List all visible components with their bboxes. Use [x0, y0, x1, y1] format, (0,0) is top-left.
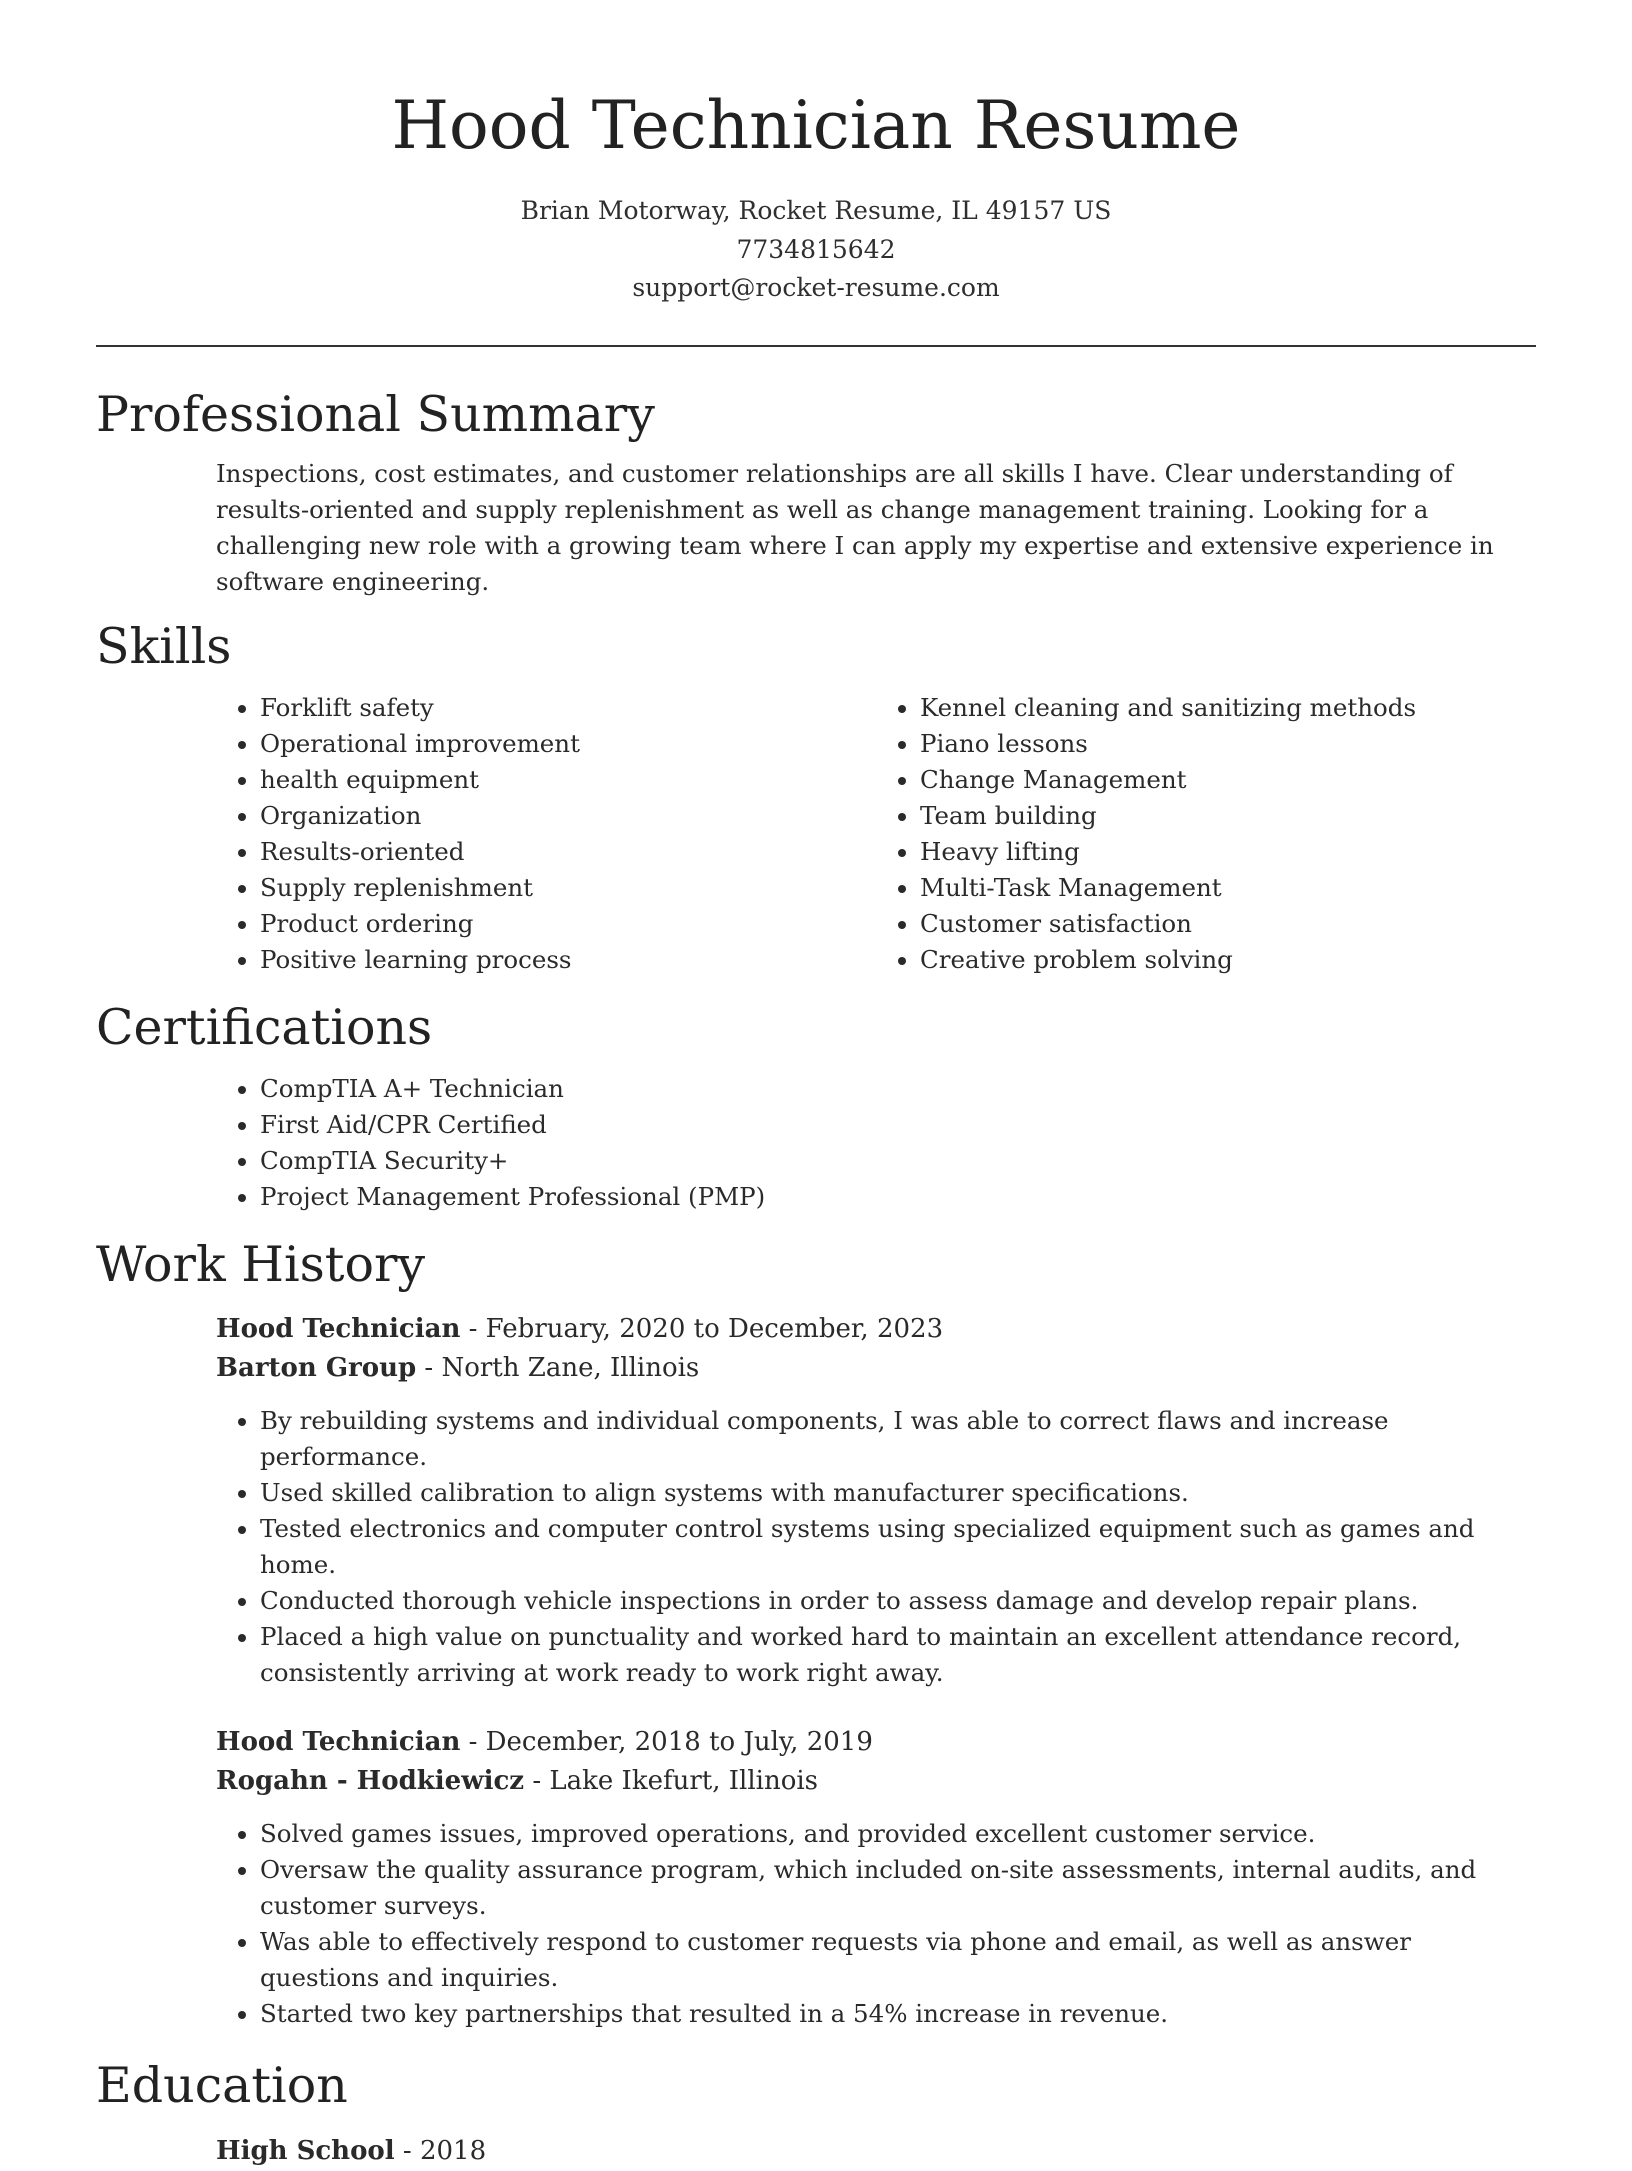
job-bullets [96, 1403, 1536, 1691]
job-bullet: • Solved games issues, improved operations, and provided excellent customer service. [260, 1816, 1536, 1852]
summary-heading: Professional Summary [96, 385, 655, 443]
contact-email: support@rocket-resume.com [632, 273, 1000, 302]
skill-item: • Creative problem solving [920, 942, 1536, 978]
certifications-list [216, 1071, 1536, 1215]
job-bullet: • Tested electronics and computer control systems using specialized equipment such as games and home. [260, 1511, 1536, 1583]
job-bullet: • Conducted thorough vehicle inspections in order to assess damage and develop repair plans. [260, 1583, 1536, 1619]
job-entry [216, 1723, 1536, 2032]
education-year: - 2018 [394, 2135, 487, 2166]
job-dates: - February, 2020 to December, 2023 [460, 1313, 944, 1344]
job-bullet: • Used skilled calibration to align systems with manufacturer specifications. [260, 1475, 1536, 1511]
contact-info [96, 192, 1536, 308]
certification-item: • CompTIA A+ Technician [260, 1071, 1536, 1107]
job-title-line [216, 1310, 1536, 1349]
header-divider [96, 345, 1536, 347]
skill-item: • Team building [920, 798, 1536, 834]
skill-item: • Change Management [920, 762, 1536, 798]
skill-item: • Operational improvement [260, 726, 876, 762]
skill-item: • Positive learning process [260, 942, 876, 978]
job-entry [216, 1310, 1536, 1691]
job-title-line [216, 1723, 1536, 1762]
job-dates: - December, 2018 to July, 2019 [460, 1726, 873, 1757]
job-company-line [216, 1349, 1536, 1388]
job-bullet: • Placed a high value on punctuality and worked hard to maintain an excellent attendance record, consistently arriving at work ready to work right away. [260, 1619, 1536, 1691]
skill-item: • Heavy lifting [920, 834, 1536, 870]
skill-item: • health equipment [260, 762, 876, 798]
education-degree: High School [216, 2135, 395, 2166]
skill-item: • Supply replenishment [260, 870, 876, 906]
skill-item: • Multi-Task Management [920, 870, 1536, 906]
education-heading: Education [96, 2056, 348, 2114]
job-bullet: • By rebuilding systems and individual components, I was able to correct flaws and increase performance. [260, 1403, 1536, 1475]
job-company: Barton Group [216, 1352, 417, 1383]
job-company-line [216, 1762, 1536, 1801]
skills-list-left [216, 690, 876, 978]
certifications-heading: Certifications [96, 998, 433, 1056]
resume-title: Hood Technician Resume [391, 87, 1241, 164]
summary-text: Inspections, cost estimates, and customer relationships are all skills I have. Clear understanding of results-oriented and supply replenishment as well as change management training. Looking for a challenging new role with a growing team where I can apply my expertise and extensive experience in software engineering. [216, 458, 1494, 596]
skills-section [96, 690, 1536, 978]
contact-address: Brian Motorway, Rocket Resume, IL 49157 US [520, 196, 1112, 225]
contact-phone: 7734815642 [736, 234, 896, 264]
skill-item: • Organization [260, 798, 876, 834]
skill-item: • Kennel cleaning and sanitizing methods [920, 690, 1536, 726]
skill-item: • Product ordering [260, 906, 876, 942]
skill-item: • Forklift safety [260, 690, 876, 726]
job-company: Rogahn - Hodkiewicz [216, 1765, 525, 1796]
certification-item: • First Aid/CPR Certified [260, 1107, 1536, 1143]
skill-item: • Customer satisfaction [920, 906, 1536, 942]
education-section [96, 2132, 1536, 2171]
resume-header [96, 0, 1536, 308]
certifications-section [96, 1071, 1536, 1215]
job-location: - Lake Ikefurt, Illinois [524, 1765, 819, 1796]
job-bullet: • Was able to effectively respond to customer requests via phone and email, as well as answer questions and inquiries. [260, 1924, 1536, 1996]
certification-item: • CompTIA Security+ [260, 1143, 1536, 1179]
certification-item: • Project Management Professional (PMP) [260, 1179, 1536, 1215]
education-entry [216, 2132, 1536, 2171]
skills-heading: Skills [96, 617, 232, 675]
skill-item: • Results-oriented [260, 834, 876, 870]
work-history-section [96, 1310, 1536, 2032]
work-history-heading: Work History [96, 1235, 426, 1293]
job-title: Hood Technician [216, 1313, 461, 1344]
job-bullet: • Started two key partnerships that resulted in a 54% increase in revenue. [260, 1996, 1536, 2032]
skills-list-right [876, 690, 1536, 978]
job-bullets [96, 1816, 1536, 2032]
skill-item: • Piano lessons [920, 726, 1536, 762]
summary-section [96, 456, 1536, 600]
job-title: Hood Technician [216, 1726, 461, 1757]
job-bullet: • Oversaw the quality assurance program, which included on-site assessments, internal audits, and customer surveys. [260, 1852, 1536, 1924]
job-location: - North Zane, Illinois [416, 1352, 700, 1383]
